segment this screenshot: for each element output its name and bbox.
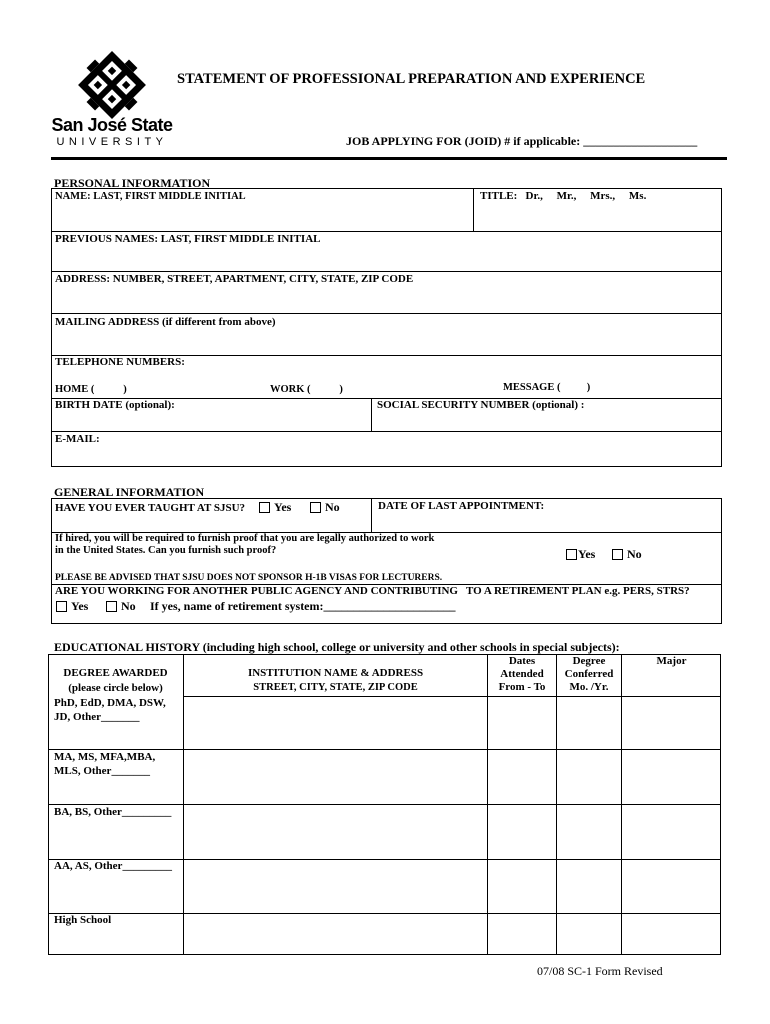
degree-row-high-school[interactable]: High School (54, 914, 112, 926)
university-logo (51, 50, 173, 150)
name-field[interactable]: NAME: LAST, FIRST MIDDLE INITIAL (55, 191, 246, 202)
checkbox-icon[interactable] (612, 549, 623, 560)
divider (371, 498, 372, 533)
degree-row-masters[interactable]: MA, MS, MFA,MBA, (54, 751, 156, 763)
last-appointment-field[interactable]: DATE OF LAST APPOINTMENT: (378, 500, 545, 512)
col-conferred-subheader: Conferred (564, 668, 614, 680)
divider (51, 271, 722, 272)
col-major-header: Major (656, 655, 687, 667)
col-degree-header: DEGREE AWARDED (63, 667, 168, 679)
col-institution-subheader: STREET, CITY, STATE, ZIP CODE (253, 682, 418, 693)
logo-emblem-icon (60, 50, 170, 120)
home-phone-field[interactable]: HOME ( ) (55, 384, 127, 395)
checkbox-icon[interactable] (310, 502, 321, 513)
email-field[interactable]: E-MAIL: (55, 433, 100, 445)
ssn-field[interactable]: SOCIAL SECURITY NUMBER (optional) : (377, 399, 585, 411)
degree-row-bachelors[interactable]: BA, BS, Other_________ (54, 806, 172, 818)
col-dates-subheader2: From - To (498, 681, 546, 693)
general-section-title: GENERAL INFORMATION (54, 485, 205, 499)
birth-date-field[interactable]: BIRTH DATE (optional): (55, 399, 175, 411)
job-applying-field[interactable]: JOB APPLYING FOR (JOID) # if applicable: ___________________ (346, 134, 698, 148)
col-dates-subheader: Attended (500, 668, 544, 680)
hired-proof-line1: If hired, you will be required to furnish proof that you are legally authorized to work (55, 533, 435, 544)
degree-row-doctoral[interactable]: PhD, EdD, DMA, DSW, (54, 697, 166, 709)
col-conferred-header: Degree (572, 655, 606, 667)
form-title: STATEMENT OF PROFESSIONAL PREPARATION AND EXPERIENCE (177, 71, 646, 87)
logo-university-text: UNIVERSITY (56, 136, 168, 148)
divider (48, 804, 721, 805)
divider (51, 313, 722, 314)
taught-at-sjsu-label: HAVE YOU EVER TAUGHT AT SJSU? (55, 502, 246, 514)
address-field[interactable]: ADDRESS: NUMBER, STREET, APARTMENT, CITY, STATE, ZIP CODE (55, 273, 414, 285)
telephone-label: TELEPHONE NUMBERS: (55, 356, 185, 368)
divider (51, 231, 722, 232)
title-field[interactable]: TITLE: Dr., Mr., Mrs., Ms. (480, 190, 647, 202)
divider (473, 188, 474, 232)
retirement-yes-option[interactable]: Yes (56, 599, 88, 614)
col-institution-header: INSTITUTION NAME & ADDRESS (247, 667, 424, 679)
mailing-address-field[interactable]: MAILING ADDRESS (if different from above) (55, 316, 276, 328)
proof-no-option[interactable]: No (612, 547, 642, 562)
divider (371, 398, 372, 432)
col-conferred-subheader2: Mo. /Yr. (569, 681, 609, 693)
message-phone-field[interactable]: MESSAGE ( ) (503, 382, 591, 393)
form-revision: 07/08 SC-1 Form Revised (537, 964, 663, 978)
proof-yes-option[interactable]: Yes (566, 547, 595, 562)
previous-names-field[interactable]: PREVIOUS NAMES: LAST, FIRST MIDDLE INITIAL (55, 233, 321, 245)
divider (48, 913, 721, 914)
h1b-notice: PLEASE BE ADVISED THAT SJSU DOES NOT SPONSOR H-1B VISAS FOR LECTURERS. (55, 573, 443, 583)
header-rule (51, 157, 727, 160)
divider (48, 749, 721, 750)
checkbox-icon[interactable] (566, 549, 577, 560)
divider (51, 431, 722, 432)
checkbox-icon[interactable] (106, 601, 117, 612)
personal-section-title: PERSONAL INFORMATION (54, 176, 211, 190)
taught-yes-option[interactable]: Yes (259, 500, 291, 515)
checkbox-icon[interactable] (259, 502, 270, 513)
degree-row-masters-other[interactable]: MLS, Other_______ (54, 765, 150, 777)
work-phone-field[interactable]: WORK ( ) (270, 384, 343, 395)
logo-wordmark: San José State (51, 115, 173, 135)
hired-proof-line2: in the United States. Can you furnish such proof? (55, 545, 277, 556)
degree-row-associate[interactable]: AA, AS, Other_________ (54, 860, 172, 872)
col-degree-subheader: (please circle below) (68, 682, 163, 694)
degree-row-doctoral-other[interactable]: JD, Other_______ (54, 711, 140, 723)
checkbox-icon[interactable] (56, 601, 67, 612)
divider (184, 696, 721, 697)
education-section-title: EDUCATIONAL HISTORY (including high school, college or university and other schools in special subjects): (54, 640, 620, 654)
retirement-question: ARE YOU WORKING FOR ANOTHER PUBLIC AGENCY AND CONTRIBUTING TO A RETIREMENT PLAN e.g. PERS, STRS? (55, 585, 690, 597)
retirement-system-field[interactable]: If yes, name of retirement system:______________________ (150, 599, 456, 613)
col-dates-header: Dates (508, 655, 536, 667)
retirement-no-option[interactable]: No (106, 599, 136, 614)
taught-no-option[interactable]: No (310, 500, 340, 515)
